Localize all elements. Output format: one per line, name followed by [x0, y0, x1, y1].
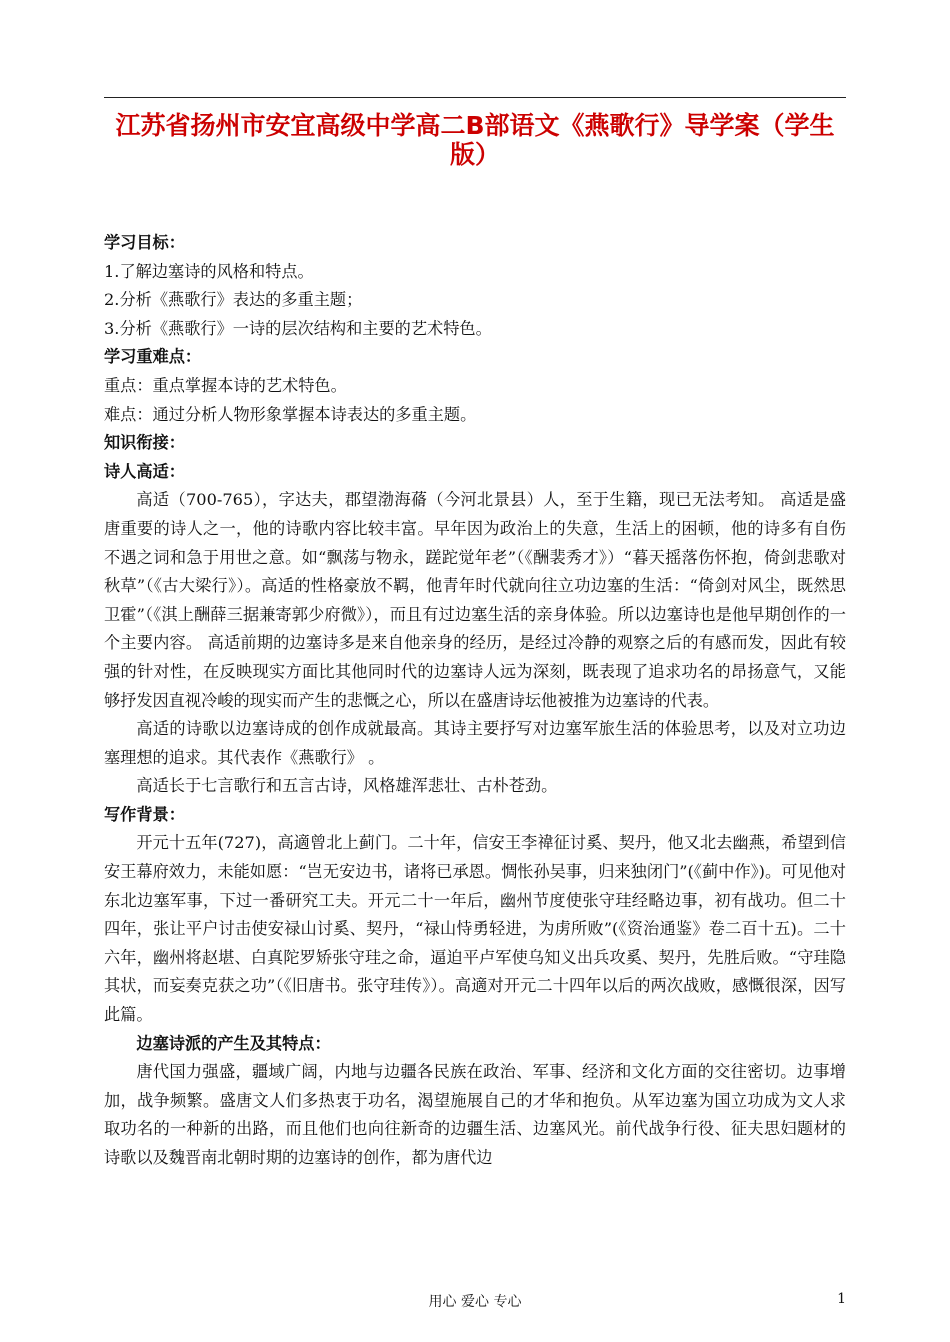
key-point-focus: 重点：重点掌握本诗的艺术特色。 — [104, 375, 347, 395]
poet-paragraph: 高适长于七言歌行和五言古诗，风格雄浑悲壮、古朴苍劲。 — [136, 776, 558, 796]
footer-motto: 用心 爱心 专心 — [428, 1294, 522, 1310]
knowledge-heading: 知识衔接： — [104, 433, 185, 453]
objective-item: 1.了解边塞诗的风格和特点。 — [104, 261, 314, 281]
objective-item: 2.分析《燕歌行》表达的多重主题； — [104, 290, 363, 310]
document-body — [104, 229, 846, 1173]
objectives-heading: 学习目标： — [104, 233, 185, 252]
background-paragraph: 开元十五年(727)，高適曾北上蓟门。二十年，信安王李禕征讨奚、契丹，他又北去幽燕，希望到信安王幕府效力，未能如愿：“岂无安边书，诸将已承恩。惆怅孙吴事，归来独闭门”(《蓟中作》)。可见他对东北边塞军事，下过一番研究工夫。开元二十一年后，幽州节度使张守珪经略边事，初有战功。但二十四年，张让平户讨击使安禄山讨奚、契丹，“禄山恃勇轻进，为虏所败”(《资治通鉴》卷二百十五)。二十六年，幽州将赵堪、白真陀罗矫张守珪之命，逼迫平卢军使乌知义出兵攻奚、契丹，先胜后败。“守珪隐其状，而妄奏克获之功”（《旧唐书。张守珪传》）。高適对开元二十四年以后的两次战败，感慨很深，因写此篇。 — [104, 833, 846, 1025]
key-points-heading: 学习重难点： — [104, 347, 202, 367]
objective-item: 3.分析《燕歌行》一诗的层次结构和主要的艺术特色。 — [104, 318, 492, 338]
school-paragraph: 唐代国力强盛，疆域广阔，内地与边疆各民族在政治、军事、经济和文化方面的交往密切。边事增加，战争频繁。盛唐文人们多热衷于功名，渴望施展自己的才华和抱负。从军边塞为国立功成为文人求取功名的一种新的出路，而且他们也向往新奇的边疆生活、边塞风光。前代战争行役、征夫思妇题材的诗歌以及魏晋南北朝时期的边塞诗的创作，都为唐代边 — [104, 1062, 846, 1167]
document-title: 江苏省扬州市安宜高级中学高二B部语文《燕歌行》导学案（学生版） — [115, 111, 835, 169]
poet-paragraph: 高适的诗歌以边塞诗成的创作成就最高。其诗主要抒写对边塞军旅生活的体验思考，以及对立功边塞理想的追求。其代表作《燕歌行》 。 — [104, 719, 846, 767]
school-heading: 边塞诗派的产生及其特点： — [136, 1033, 331, 1053]
background-heading: 写作背景： — [104, 804, 185, 824]
page-number: 1 — [837, 1291, 846, 1307]
header-rule — [104, 97, 846, 98]
poet-heading: 诗人高适： — [104, 461, 185, 481]
poet-paragraph: 高适（700-765），字达夫，郡望渤海蓨（今河北景县）人，至于生籍，现已无法考知。 高适是盛唐重要的诗人之一，他的诗歌内容比较丰富。早年因为政治上的失意，生活上的困顿，他的诗多有自伤不遇之词和急于用世之意。如“飘荡与物永，蹉跎觉年老”（《酬裴秀才》）“暮天摇落伤怀抱，倚剑悲歌对秋草”（《古大梁行》）。高适的性格豪放不羁，他青年时代就向往立功边塞的生活：“倚剑对风尘，既然思卫霍”（《淇上酬薛三据兼寄郭少府微》），而且有过边塞生活的亲身体验。所以边塞诗也是他早期创作的一个主要内容。 高适前期的边塞诗多是来自他亲身的经历，是经过冷静的观察之后的有感而发，因此有较强的针对性，在反映现实方面比其他同时代的边塞诗人远为深刻，既表现了追求功名的昂扬意气，又能够抒发因直视冷峻的现实而产生的悲慨之心，所以在盛唐诗坛他被推为边塞诗的代表。 — [104, 490, 846, 710]
key-point-difficulty: 难点：通过分析人物形象掌握本诗表达的多重主题。 — [104, 404, 477, 424]
